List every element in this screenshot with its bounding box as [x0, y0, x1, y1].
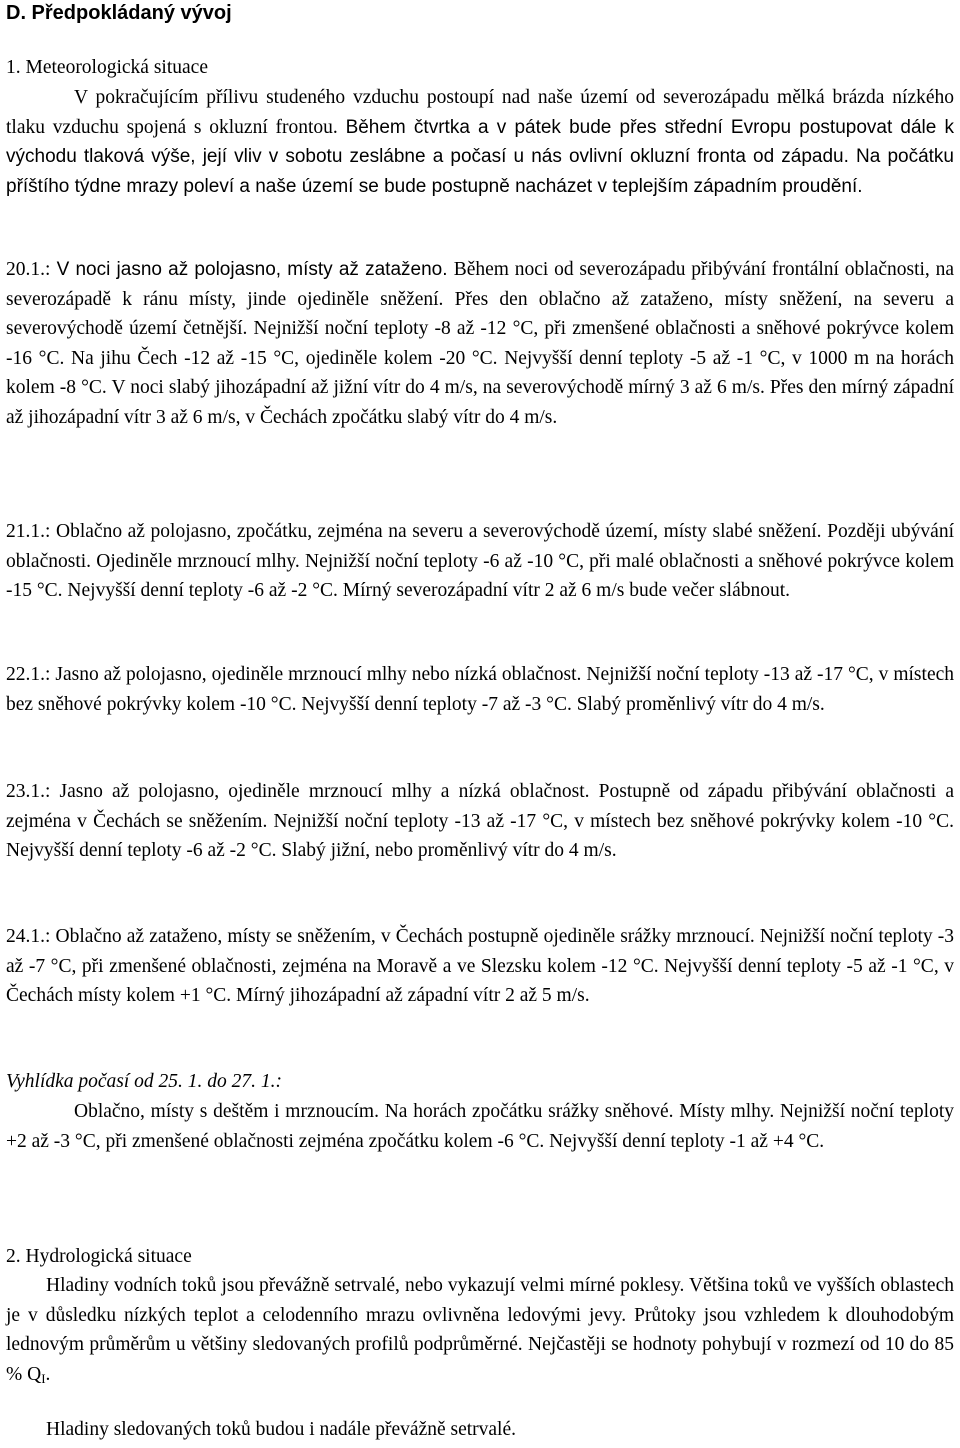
section-heading: D. Předpokládaný vývoj: [6, 2, 232, 24]
forecast-date: 22.1.:: [6, 664, 51, 685]
forecast-day-21: [6, 517, 954, 606]
hydro-section-title: 2. Hydrologická situace: [6, 1246, 192, 1267]
hydro-text: Hladiny vodních toků jsou převážně setrvalé, nebo vykazují velmi mírné poklesy. Většina toků ve vyšších oblastech je v důsledku nízkých teplot a celodenního mrazu ovlivněna ledovými jevy. Průtoky jsou vzhledem k dlouhodobým lednovým průměrům u většiny sledovaných profilů podprůměrné. Nejčastěji se hodnoty pohybují v rozmezí od 10 do 85 % Q: [6, 1275, 954, 1385]
forecast-day-20: [6, 255, 954, 432]
forecast-text: Během noci od severozápadu přibývání frontální oblačnosti, na severozápadě k ránu místy, jinde ojediněle sněžení. Přes den oblačno až zataženo, místy sněžení, na severu a severovýchodě území četnější. Nejnižší noční teploty -8 až -12 °C, při zmenšené oblačnosti a sněhové pokrývce kolem -16 °C. Na jihu Čech -12 až -15 °C, ojediněle kolem -20 °C. Nejvyšší denní teploty -5 až -1 °C, v 1000 m na horách kolem -8 °C. V noci slabý jihozápadní až jižní vítr do 4 m/s, na severovýchodě mírný 3 až 6 m/s. Přes den mírný západní až jihozápadní vítr 3 až 6 m/s, v Čechách zpočátku slabý vítr do 4 m/s.: [6, 259, 954, 428]
forecast-date: 23.1.:: [6, 781, 51, 802]
meteo-section-title: 1. Meteorologická situace: [6, 57, 208, 78]
meteo-intro-sans: Během čtvrtka a v pátek bude přes střední Evropu postupovat dále k východu tlaková výše, její vliv v sobotu zeslábne a počasí u nás ovlivní okluzní fronta od západu. Na počátku příštího týdne mrazy poleví a naše území se bude postupně nacházet v teplejším západním proudění.: [6, 116, 954, 197]
outlook-title: Vyhlídka počasí od 25. 1. do 27. 1.:: [6, 1071, 283, 1092]
forecast-text: Oblačno až polojasno, zpočátku, zejména na severu a severovýchodě území, místy slabé sněžení. Později ubývání oblačnosti. Ojediněle mrznoucí mlhy. Nejnižší noční teploty -6 až -10 °C, při malé oblačnosti a sněhové pokrývce kolem -15 °C. Nejvyšší denní teploty -6 až -2 °C. Mírný severozápadní vítr 2 až 6 m/s bude večer slábnout.: [6, 521, 954, 601]
meteo-intro-paragraph: [6, 83, 954, 201]
forecast-day-22: [6, 660, 954, 719]
hydro-text-2: Hladiny sledovaných toků budou i nadále převážně setrvalé.: [46, 1419, 517, 1440]
forecast-text: Jasno až polojasno, ojediněle mrznoucí mlhy nebo nízká oblačnost. Nejnižší noční teploty -13 až -17 °C, v místech bez sněhové pokrývky kolem -10 °C. Nejvyšší denní teploty -7 až -3 °C. Slabý proměnlivý vítr do 4 m/s.: [6, 664, 954, 715]
hydro-paragraph: [6, 1271, 954, 1389]
forecast-lead: V noci jasno až polojasno, místy až zataženo.: [50, 259, 454, 280]
forecast-date: 24.1.:: [6, 926, 51, 947]
forecast-text: Jasno až polojasno, ojediněle mrznoucí mlhy a nízká oblačnost. Postupně od západu přibývání oblačnosti a zejména v Čechách se sněžením. Nejnižší noční teploty -13 až -17 °C, v místech bez sněhové pokrývky kolem -10 °C. Nejvyšší denní teploty -6 až -2 °C. Slabý jižní, nebo proměnlivý vítr do 4 m/s.: [6, 781, 954, 861]
hydro-paragraph-2: [6, 1415, 954, 1445]
forecast-date: 20.1.:: [6, 259, 51, 280]
forecast-day-23: [6, 777, 954, 866]
outlook-text: Oblačno, místy s deštěm i mrznoucím. Na horách zpočátku srážky sněhové. Místy mlhy. Nejnižší noční teploty +2 až -3 °C, při zmenšené oblačnosti zejména zpočátku kolem -6 °C. Nejvyšší denní teploty -1 až +4 °C.: [6, 1101, 954, 1152]
outlook-paragraph: [6, 1097, 954, 1156]
hydro-subscript: I: [41, 1370, 46, 1386]
hydro-text-end: .: [45, 1363, 51, 1385]
meteo-intro-serif: V pokračujícím přílivu studeného vzduchu postoupí nad naše území od severozápadu mělká brázda nízkého tlaku vzduchu spojená s okluzní frontou.: [6, 87, 954, 138]
forecast-text: Oblačno až zataženo, místy se sněžením, v Čechách postupně ojediněle srážky mrznoucí. Nejnižší noční teploty -3 až -7 °C, při zmenšené oblačnosti, zejména na Moravě a ve Slezsku kolem -12 °C. Nejvyšší denní teploty -5 až -1 °C, v Čechách místy kolem +1 °C. Mírný jihozápadní až západní vítr 2 až 5 m/s.: [6, 926, 954, 1006]
forecast-date: 21.1.:: [6, 521, 51, 542]
forecast-day-24: [6, 922, 954, 1011]
